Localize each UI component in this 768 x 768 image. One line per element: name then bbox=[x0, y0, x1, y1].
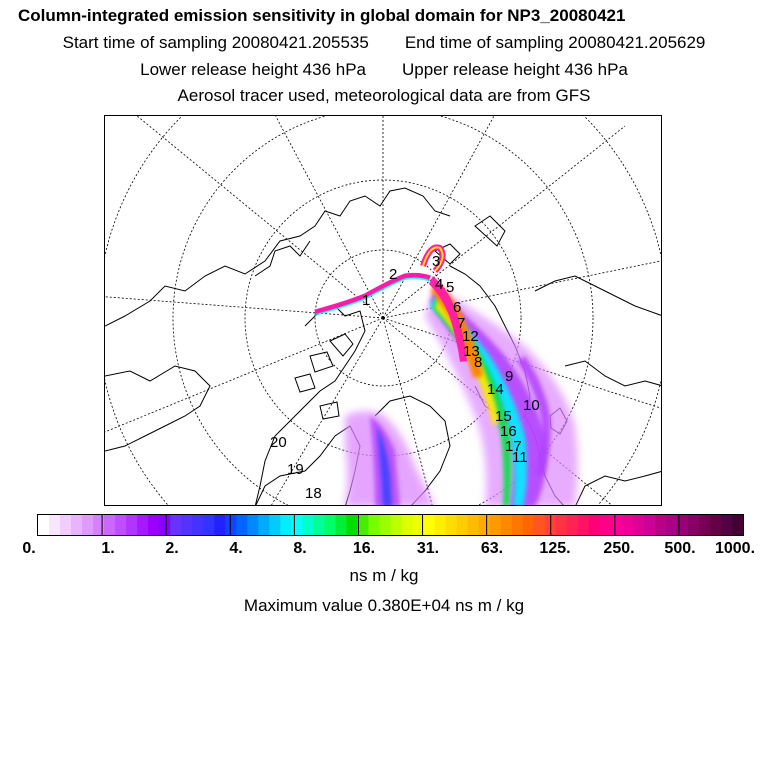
colorbar-svg bbox=[38, 515, 743, 535]
coastline-russia-west bbox=[535, 276, 662, 316]
colorbar-swatch bbox=[93, 515, 105, 535]
colorbar-swatch bbox=[346, 515, 358, 535]
colorbar-swatch bbox=[391, 515, 403, 535]
colorbar-swatch bbox=[379, 515, 391, 535]
colorbar-swatch bbox=[38, 515, 50, 535]
colorbar-swatch bbox=[688, 515, 700, 535]
colorbar-swatch bbox=[567, 515, 579, 535]
colorbar-swatch bbox=[159, 515, 171, 535]
trajectory-label: 14 bbox=[487, 381, 504, 398]
meridian-line bbox=[383, 126, 625, 318]
colorbar-swatch bbox=[82, 515, 94, 535]
coastline-east-europe bbox=[565, 361, 662, 386]
colorbar-swatch bbox=[457, 515, 469, 535]
colorbar-swatch bbox=[501, 515, 513, 535]
colorbar-swatch bbox=[435, 515, 447, 535]
meridian-line bbox=[383, 116, 505, 318]
colorbar-swatch bbox=[523, 515, 535, 535]
trajectory-label: 13 bbox=[463, 343, 480, 360]
trajectory-label: 9 bbox=[505, 368, 514, 385]
trajectory-label: 1 bbox=[362, 292, 371, 309]
colorbar-swatch bbox=[556, 515, 568, 535]
coastline-africa-north bbox=[575, 471, 662, 506]
trajectory-label: 4 bbox=[435, 276, 444, 293]
colorbar-swatch bbox=[60, 515, 72, 535]
colorbar-tick-label: 0. bbox=[22, 540, 36, 557]
colorbar-swatch bbox=[148, 515, 160, 535]
colorbar-swatch bbox=[578, 515, 590, 535]
map-panel bbox=[104, 115, 662, 506]
colorbar-swatch bbox=[600, 515, 612, 535]
colorbar-swatch bbox=[214, 515, 226, 535]
release-heights bbox=[0, 60, 768, 80]
colorbar-swatch bbox=[446, 515, 458, 535]
colorbar-swatch bbox=[732, 515, 743, 535]
trajectory-label: 8 bbox=[474, 354, 483, 371]
sampling-times bbox=[0, 33, 768, 53]
colorbar-swatch bbox=[335, 515, 347, 535]
colorbar-swatch bbox=[104, 515, 116, 535]
upper-release-height: Upper release height 436 hPa bbox=[402, 60, 628, 79]
colorbar-swatch bbox=[666, 515, 678, 535]
trajectory-label: 16 bbox=[500, 423, 517, 440]
colorbar-tick-label: 250. bbox=[603, 540, 635, 557]
trajectory-label: 12 bbox=[462, 328, 479, 345]
colorbar-tick-label: 1000. bbox=[714, 540, 756, 557]
trajectory-label: 17 bbox=[505, 438, 522, 455]
colorbar-swatch bbox=[655, 515, 667, 535]
trajectory-label: 19 bbox=[287, 461, 304, 478]
colorbar-swatch bbox=[468, 515, 480, 535]
colorbar-swatch bbox=[512, 515, 524, 535]
colorbar-tick-label: 1. bbox=[101, 540, 115, 557]
trajectory-label: 11 bbox=[512, 449, 528, 466]
colorbar-swatch bbox=[137, 515, 149, 535]
colorbar-tick-label: 125. bbox=[539, 540, 571, 557]
coastline-siberia bbox=[105, 188, 450, 326]
trajectory-label: 5 bbox=[446, 279, 455, 296]
colorbar bbox=[37, 514, 744, 536]
colorbar-swatch bbox=[203, 515, 215, 535]
trajectory-label: 20 bbox=[270, 434, 287, 451]
colorbar-swatch bbox=[181, 515, 193, 535]
tracer-note: Aerosol tracer used, meteorological data are from GFS bbox=[177, 86, 591, 105]
colorbar-tick-label: 8. bbox=[293, 540, 307, 557]
colorbar-tick-label: 2. bbox=[165, 540, 179, 557]
colorbar-tick-label: 63. bbox=[480, 540, 504, 557]
meridian-line bbox=[265, 116, 383, 318]
colorbar-swatch bbox=[225, 515, 237, 535]
map-svg bbox=[105, 116, 662, 506]
colorbar-swatch bbox=[721, 515, 733, 535]
trajectory-label: 6 bbox=[453, 299, 462, 316]
colorbar-swatch bbox=[710, 515, 722, 535]
trajectory-label: 15 bbox=[495, 408, 512, 425]
coastline-siberia-inner bbox=[255, 241, 310, 276]
colorbar-swatch bbox=[622, 515, 634, 535]
trajectory-label: 3 bbox=[432, 253, 441, 270]
colorbar-swatch bbox=[247, 515, 259, 535]
colorbar-swatch bbox=[633, 515, 645, 535]
colorbar-tick-label: 31. bbox=[416, 540, 440, 557]
colorbar-units: ns m / kg bbox=[349, 566, 419, 585]
coastline-alaska bbox=[105, 366, 210, 451]
colorbar-tick-label: 4. bbox=[229, 540, 243, 557]
colorbar-swatch bbox=[589, 515, 601, 535]
trajectory-label: 10 bbox=[523, 397, 540, 414]
start-time: Start time of sampling 20080421.205535 bbox=[62, 33, 369, 52]
colorbar-swatch bbox=[534, 515, 546, 535]
maximum-value: Maximum value 0.380E+04 ns m / kg bbox=[243, 596, 525, 615]
end-time: End time of sampling 20080421.205629 bbox=[404, 33, 706, 52]
colorbar-swatch bbox=[269, 515, 281, 535]
colorbar-tick-label: 16. bbox=[352, 540, 376, 557]
colorbar-swatch bbox=[126, 515, 138, 535]
colorbar-swatch bbox=[258, 515, 270, 535]
colorbar-swatch bbox=[280, 515, 292, 535]
trajectory-band bbox=[315, 275, 430, 312]
colorbar-swatch bbox=[324, 515, 336, 535]
colorbar-swatch bbox=[611, 515, 623, 535]
coastline-canadian-islands bbox=[295, 334, 353, 419]
colorbar-swatch bbox=[291, 515, 303, 535]
colorbar-tick-label: 500. bbox=[664, 540, 696, 557]
colorbar-swatch bbox=[313, 515, 325, 535]
colorbar-swatch bbox=[490, 515, 502, 535]
colorbar-swatch bbox=[699, 515, 711, 535]
colorbar-swatch bbox=[368, 515, 380, 535]
colorbar-swatch bbox=[170, 515, 182, 535]
colorbar-swatch bbox=[644, 515, 656, 535]
colorbar-swatch bbox=[49, 515, 61, 535]
trajectory-label: 2 bbox=[389, 266, 398, 283]
colorbar-swatch bbox=[115, 515, 127, 535]
lower-release-height: Lower release height 436 hPa bbox=[140, 60, 366, 79]
colorbar-swatch bbox=[71, 515, 83, 535]
trajectory-label: 7 bbox=[457, 315, 466, 332]
colorbar-swatch bbox=[302, 515, 314, 535]
trajectory-label: 18 bbox=[305, 485, 322, 502]
colorbar-swatch bbox=[192, 515, 204, 535]
colorbar-swatch bbox=[236, 515, 248, 535]
plot-title: Column-integrated emission sensitivity in global domain for NP3_20080421 bbox=[18, 6, 626, 25]
colorbar-swatch bbox=[357, 515, 369, 535]
colorbar-swatch bbox=[424, 515, 436, 535]
colorbar-swatch bbox=[402, 515, 414, 535]
colorbar-swatch bbox=[479, 515, 491, 535]
